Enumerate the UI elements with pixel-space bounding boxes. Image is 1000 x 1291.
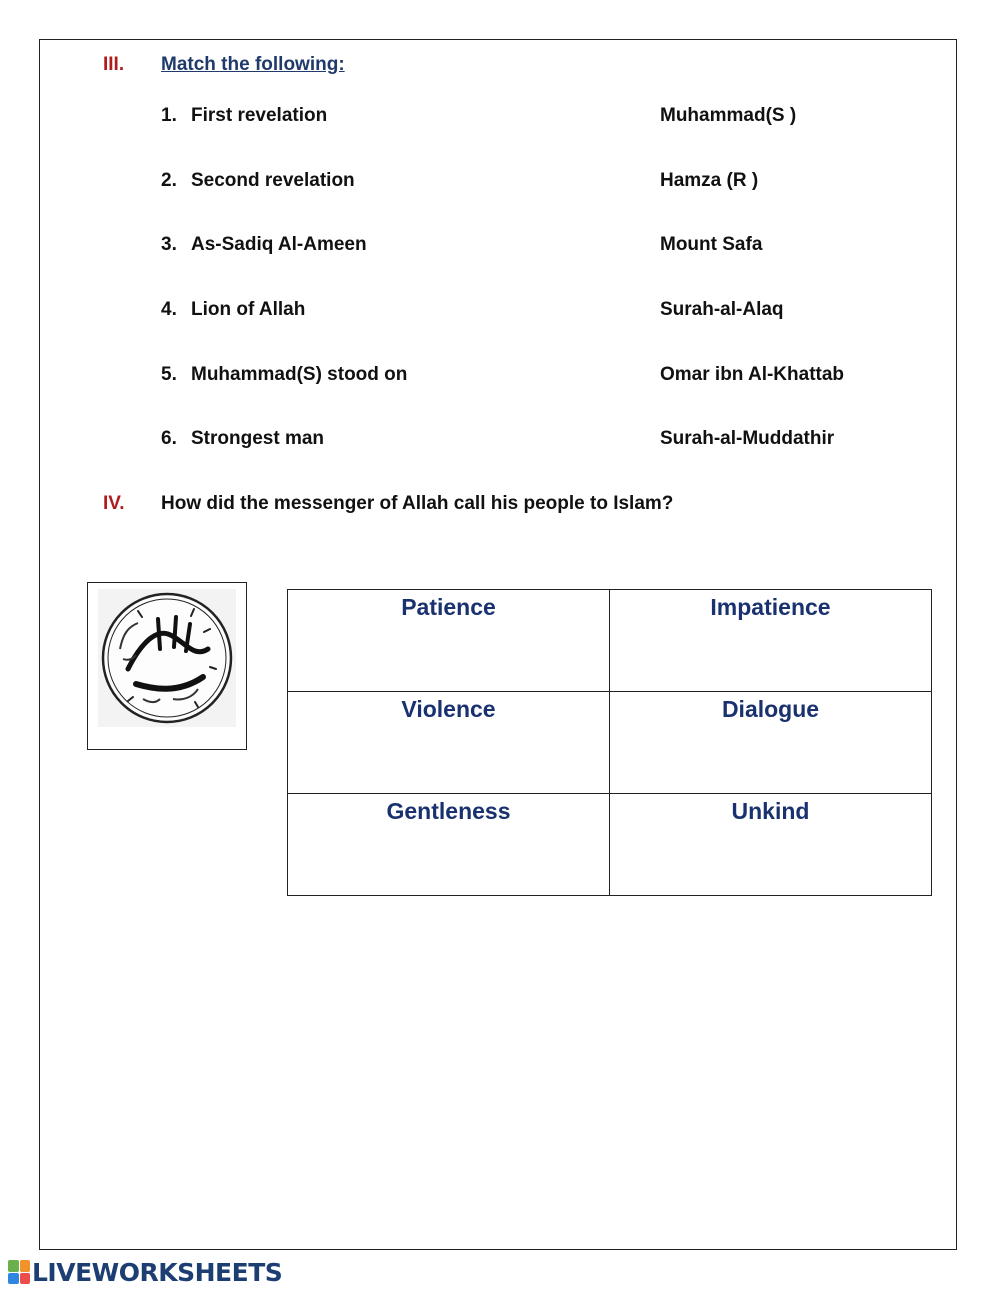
options-table (287, 589, 932, 896)
table-row (288, 590, 932, 692)
brand-name: LIVEWORKSHEETS (32, 1257, 283, 1287)
option-label: Violence (401, 696, 496, 722)
match-item-left (161, 234, 367, 256)
calligraphy-image-frame (87, 582, 247, 750)
match-item-left (161, 364, 407, 386)
section-4-number: IV. (103, 493, 125, 514)
option-label: Dialogue (721, 696, 820, 722)
item-text: Strongest man (191, 428, 325, 449)
match-item-right: Omar ibn Al-Khattab (660, 364, 845, 385)
brand-icon (8, 1260, 30, 1284)
option-label: Gentleness (386, 798, 511, 824)
item-text: As-Sadiq Al-Ameen (191, 234, 367, 255)
option-cell[interactable] (288, 692, 610, 794)
option-cell[interactable] (610, 794, 932, 896)
match-item-left (161, 105, 327, 127)
match-item-right: Surah-al-Muddathir (660, 428, 835, 449)
calligraphy-muhammad-icon (98, 589, 236, 727)
item-number: 5. (161, 364, 177, 385)
option-cell[interactable] (610, 590, 932, 692)
section-3-number: III. (103, 54, 125, 75)
item-number: 4. (161, 299, 177, 320)
match-item-left (161, 428, 324, 450)
item-number: 2. (161, 170, 177, 191)
match-item-left (161, 170, 355, 192)
item-text: Second revelation (191, 170, 355, 191)
item-text: Lion of Allah (191, 299, 306, 320)
option-cell[interactable] (610, 692, 932, 794)
match-item-left (161, 299, 305, 321)
option-cell[interactable] (288, 590, 610, 692)
section-4-question: How did the messenger of Allah call his people to Islam? (161, 493, 674, 514)
match-item-right: Surah-al-Alaq (660, 299, 784, 320)
item-number: 6. (161, 428, 177, 449)
option-label: Unkind (731, 798, 810, 824)
match-item-right: Muhammad(S ) (660, 105, 797, 126)
option-label: Patience (401, 594, 496, 620)
section-3-title: Match the following: (161, 54, 345, 75)
match-item-right: Mount Safa (660, 234, 763, 255)
table-row (288, 692, 932, 794)
option-cell[interactable] (288, 794, 610, 896)
item-text: First revelation (191, 105, 328, 126)
item-number: 1. (161, 105, 177, 126)
table-row (288, 794, 932, 896)
item-number: 3. (161, 234, 177, 255)
liveworksheets-logo[interactable] (8, 1257, 282, 1287)
match-item-right: Hamza (R ) (660, 170, 759, 191)
option-label: Impatience (710, 594, 831, 620)
item-text: Muhammad(S) stood on (191, 364, 408, 385)
